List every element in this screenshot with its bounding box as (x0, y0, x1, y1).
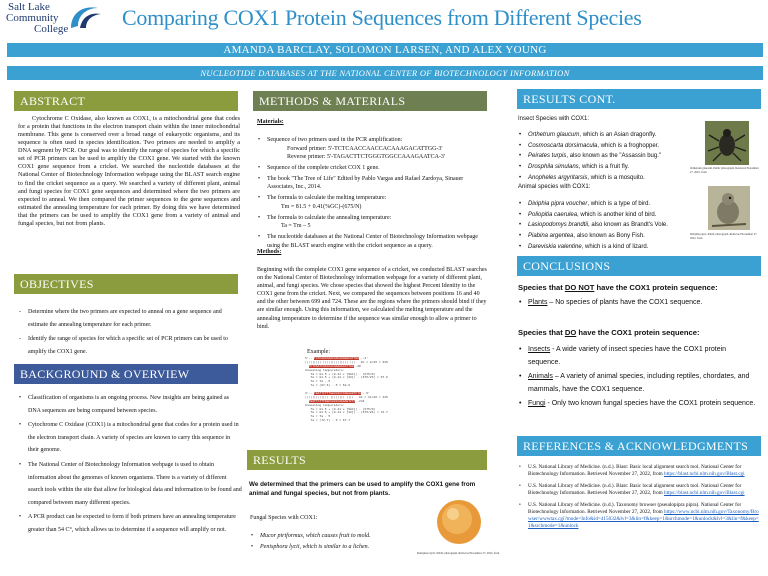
tm-formula: Tm = 81.5 + 0.41(%GC)-(675/N) (281, 203, 362, 210)
methods-label: Methods: (257, 249, 282, 255)
background-heading: BACKGROUND & OVERVIEW (14, 364, 238, 384)
conclusion-item (518, 398, 758, 411)
abstract-text: Cytochrome C Oxidase, also known as COX1, is a mitochondrial gene that codes for a protein that functions in the electron transport chain within the inner mitochondrial membrane. This gene is conserved over a broad range of eukaryotic organisms, and its sequence is often used in species identification. Two primers are needed to amplify a DNA segment by PCR. Our goal was to identify the range of species for which a specific set of PCR primers can be used to amplify the COX1 gene. We started with the known COX1 gene sequence from a cricket. We searched the nucleotide databases at the National Center of Biotechnology Information webpage using the BLAST search engine to find the cricket sequence as a query. We searched a variety of different plant, animal and fungi species for COX1 gene sequences and determined where the two primers are expected to anneal. We then compared the primer sequences to the gene sequences and estimated the annealing temperature for each primer. By doing this we have determined that the primers can be used to amplify the COX1 gene from a variety of animal and fungal species, but not from plants. (18, 115, 240, 227)
subtitle-bar: NUCLEOTIDE DATABASES AT THE NATIONAL CENTER OF BIOTECHNOLOGY INFORMATION (7, 66, 763, 80)
species-desc: , which causes fruit to mold. (302, 533, 371, 539)
species-name: Anopheles argyritarsis (528, 174, 588, 181)
reference-link[interactable]: https://blast.ncbi.nlm.nih.gov/Blast.cgi (664, 471, 745, 478)
species-desc: , which is similar to a lichen. (299, 544, 370, 550)
bird-photo (708, 186, 750, 230)
conclusion-item-text: - A wide variety of insect species have the COX1 protein sequence. (528, 346, 727, 366)
materials-label: Materials: (257, 119, 284, 125)
animal-item (518, 221, 698, 230)
results-lead: We determined that the primers can be used to amplify the COX1 gene from animal and fungal species, but not from plants. (249, 481, 476, 497)
conclusions-heading: CONCLUSIONS (517, 256, 761, 276)
reference-link[interactable]: https://blast.ncbi.nlm.nih.gov/Blast.cgi (664, 490, 745, 497)
materials-item (257, 136, 489, 162)
materials-item-text: The formula to calculate the melting temperature: (267, 195, 387, 202)
insect-item (518, 152, 698, 161)
insect-item (518, 131, 698, 140)
fungal-item (250, 532, 420, 541)
materials-item (257, 214, 489, 231)
materials-item: • The book "The Tree of Life" Edited by Pablo Vargas and Rafael Zardoya, Sinauer Associates, Inc., 2014. (257, 175, 489, 192)
animal-item (518, 211, 698, 220)
conclusion-list-2 (518, 344, 758, 413)
objectives-heading: OBJECTIVES (14, 274, 238, 294)
background-item: • A PCR product can be expected to form if both primers have an annealing temperature greater than 54 C°, which allows us to determine if a sequence will amplify or not. (18, 511, 242, 536)
insect-photo (705, 121, 749, 165)
logo-line-3: College (34, 23, 69, 35)
logo-swirl-icon (68, 2, 104, 32)
species-name: Mucor piriformus (260, 533, 303, 539)
background-list (18, 392, 242, 539)
fungal-list (250, 532, 420, 554)
reference-link[interactable]: https://www.ncbi.nlm.nih.gov/Taxonomy/Browser/wwwtax.cgi?mode=Info&id=415032&lvl=3&lin=f&keep=1&srchmode=1&unlock&lvl=3&lin=f&keep=1&srchmode=1&unlock (528, 509, 759, 530)
objectives-list (18, 306, 240, 360)
objectives-item: - Determine where the two primers are expected to anneal on a gene sequence and estimate the annealing temperature for each primer. (18, 306, 240, 331)
species-name: Dixiphia pipra voucher (528, 201, 588, 207)
logo-line-1: Salt Lake (8, 1, 50, 13)
species-desc: , which is an Asian dragonfly. (579, 132, 657, 138)
species-name: Lasiopodomys brandtii (528, 222, 589, 229)
species-name: Dareviskia valentine (528, 243, 582, 250)
species-desc: , also known as Bony Fish. (573, 233, 645, 240)
species-name: Poliopitia caerulea (528, 211, 578, 218)
conclusion-item (518, 371, 758, 396)
conclusion-question-1 (518, 283, 718, 293)
reference-text: U.S. National Library of Medicine. (n.d.). Blast: Basic local alignment search tool. National Center for Biotechnology Information. Retrieved November 27, 2022, from (528, 483, 742, 497)
insect-caption: Orthetrum glaucum. Public photograph. Retrieved November 27, 2022, from (690, 167, 759, 174)
materials-list (257, 136, 489, 252)
reference-item (518, 464, 760, 478)
objectives-item: - Identify the range of species for which a specific set of PCR primers can be used to amplify the COX1 gene. (18, 333, 240, 358)
q2-pre: Species that (518, 328, 565, 337)
results-cont-heading: RESULTS CONT. (517, 89, 761, 109)
reference-text: U.S. National Library of Medicine. (n.d.). Blast: Basic local alignment search tool. National Center for Biotechnology Information. Retrieved November 27, 2022, from (528, 464, 742, 478)
reference-item (518, 483, 760, 497)
references-heading: REFERENCES & ACKNOWLEDGMENTS (517, 436, 761, 456)
conclusion-item-text: – No species of plants have the COX1 sequence. (547, 299, 703, 306)
poster-title: Comparing COX1 Protein Sequences from Different Species (122, 5, 642, 30)
materials-item-text: Sequence of two primers used in the PCR amplification: (267, 137, 403, 143)
q1-pre: Species that (518, 283, 565, 292)
conclusion-item-label: Insects (528, 346, 551, 353)
materials-item: • The nucleotide databases at the National Center of Biotechnology Information webpage using the BLAST search engine with the cricket sequence as a query. (257, 233, 489, 250)
ta-formula: Ta = Tm – 5 (281, 223, 311, 230)
conclusion-item (518, 344, 758, 369)
conclusion-item-label: Animals (528, 373, 553, 381)
college-logo (6, 2, 102, 36)
species-name: Penisphora lycii (260, 544, 300, 550)
animal-item (518, 243, 698, 252)
insect-item (518, 163, 698, 172)
background-item: • The National Center of Biotechnology Information webpage is used to obtain information about the genomes of known organisms. There is a variety of different search tools within the site that allow for biological data and information to be found and compared between many different species. (18, 459, 242, 509)
q1-post: have the COX1 protein sequence: (594, 283, 718, 292)
conclusion-item-text: - Only two known fungal species have the COX1 protein sequence. (545, 400, 756, 408)
insect-item (518, 142, 698, 151)
animal-item (518, 200, 698, 209)
logo-line-2: Community (6, 12, 59, 24)
materials-item (257, 194, 489, 211)
q2-post: have the COX1 protein sequence: (576, 328, 700, 337)
background-item: • Cytochrome C Oxidase (COX1) is a mitochondrial gene that codes for a protein used in the electron transport chain. A variety of species are known to carry this sequence in their genome. (18, 419, 242, 457)
conclusion-item (518, 298, 753, 307)
insect-label: Insect Species with COX1: (518, 116, 590, 122)
animal-item (518, 232, 698, 241)
species-name: Drosphila simulans (528, 164, 579, 171)
reference-item (518, 502, 760, 530)
species-name: Piabina argentea (528, 233, 574, 240)
bird-caption: Dixiphia pipra. Public photograph. Retrieved November 27, 2022, from (690, 233, 758, 240)
insect-list (518, 131, 698, 184)
fungal-label: Fungal Species with COX1: (250, 515, 318, 521)
conclusion-question-2 (518, 328, 699, 338)
reverse-primer: Reverse primer: 5'-TAGACTTCTGGGTGGCCAAAGAATCA-3' (287, 154, 445, 161)
fungus-caption: Penisphora lycii. Public photograph. Retrieved November 27, 2022, from (417, 552, 500, 555)
species-name: Cosmoscarta dorsimacula (528, 142, 598, 149)
results-heading: RESULTS (247, 450, 487, 470)
species-desc: , which is a kind of lizard. (581, 243, 649, 250)
references-list (518, 464, 760, 532)
fungus-photo (433, 497, 483, 547)
species-desc: , which is a mosquito. (587, 174, 645, 181)
species-name: Peirates turpis (528, 153, 567, 160)
example-label: Example: (307, 349, 330, 355)
reference-text: U.S. National Library of Medicine. (n.d.). Taxonomy browser (pseudopipra pipra). National Center for Biotechnology Information. Retrieved November 27, 2022, from (528, 502, 742, 516)
species-desc: , which is another kind of bird. (577, 211, 657, 218)
sequence-alignment-figure: 5'-- TCTCAACCAACCACAAAGACATTGG --3' ||||||||| |||||||||||||| ||| GC = 8/25 = 32% TCTCAATCAACCACAAAGACATTGG -40 Annealing temperature: Tm = 81.5 + (0.41 x [%GC]) - (675/N) Tm = 81.5 + (0.41 x [32]) - (675/25) = 67.6 Ta = Tm - 5 Ta = (67.6) - 5 = 62.6 3'-- TGATTCTTTGGCCACCCAGAAGTCTA --5' ||||||||||||| |||||||| |||| GC = 11/26 = 42% TGATTCTTTGGCCACCCAGAAGTCTA -724 Annealing temperature: Tm = 81.5 + (0.41 x [%GC]) - (675/N) Tm = 81.5 + (0.41 x [42]) - (675/26) = 72.7 Ta = Tm - 5 Ta = (72.7) - 5 = 67.7 (305, 357, 388, 423)
methods-heading: METHODS & MATERIALS (253, 91, 487, 111)
authors-bar: AMANDA BARCLAY, SOLOMON LARSEN, AND ALEX YOUNG (7, 43, 763, 57)
conclusion-item-label: Plants (528, 299, 548, 306)
species-desc: , also known as the "Assassin bug." (566, 153, 662, 160)
species-name: Orthetrum glaucum (528, 132, 580, 138)
conclusion-list-1 (518, 298, 753, 309)
conclusion-item-label: Fungi (528, 400, 546, 408)
animal-label: Animal species with COX1: (518, 184, 591, 190)
fungal-item (250, 543, 420, 552)
q2-emphasis: DO (564, 328, 577, 337)
methods-text: Beginning with the complete COX1 gene sequence of a cricket, we conducted BLAST searches on the National Center of Biotechnology information webpage for a variety of different plant, animal, and fungi species. We chose species that showed the highest Percent Identity to the COX1 gene from the cricket. Next, we compared the sequences between positions 16 and 40 and the other between 699 and 724. These are the regions where the primers should bind if they are similar enough. Using this information, we calculated the melting temperature and the annealing temperature to determine if the sequence was similar enough to allow a primer to bind. (257, 267, 487, 330)
species-desc: , which is a type of bird. (587, 201, 651, 207)
materials-item-text: The formula to calculate the annealing temperature: (267, 214, 392, 221)
species-desc: , which is a fruit fly. (578, 164, 629, 171)
background-item: • Classification of organisms is an ongoing process. New insights are being gained as DNA sequences are being compared between species. (18, 392, 242, 417)
species-desc: , also known as Brandt's Vole. (588, 222, 668, 229)
q1-emphasis: DO NOT (564, 283, 595, 292)
forward-primer: Forward primer: 5'-TCTCAACCAACCACAAAGACATTGG-3' (287, 145, 443, 152)
species-desc: , which is a froghopper. (597, 142, 660, 149)
insect-item (518, 174, 698, 183)
conclusion-item-text: – A variety of animal species, including reptiles, chordates, and mammals, have the COX1 sequence. (528, 373, 750, 393)
abstract-heading: ABSTRACT (14, 91, 238, 111)
materials-item: • Sequence of the complete cricket COX 1 gene. (257, 164, 489, 173)
animal-list (518, 200, 698, 253)
